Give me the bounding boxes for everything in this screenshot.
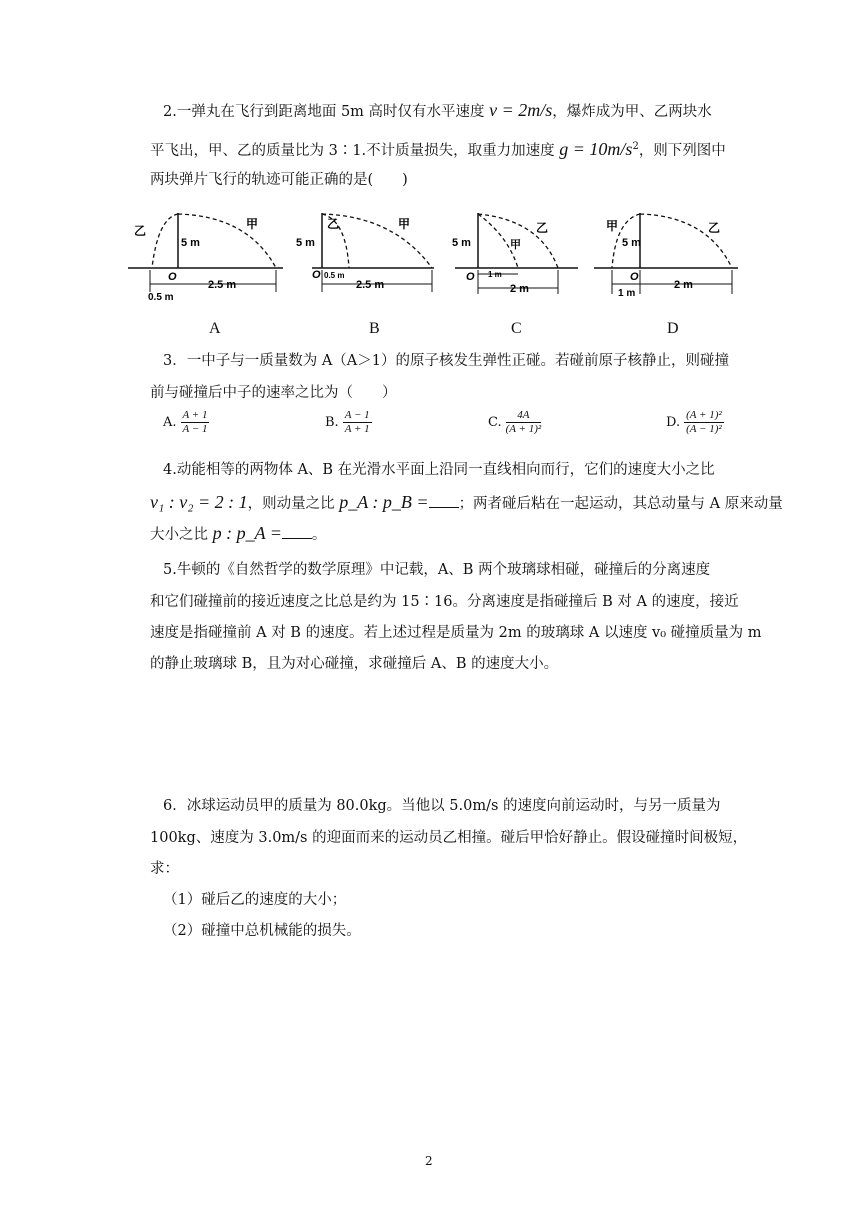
q4-total-ratio: p : p_A = [212,523,282,543]
q2-line-1 [163,100,712,122]
q3-option-a [163,409,209,436]
q6-line-3: 求： [150,861,179,877]
q4-momentum-ratio: p_A : p_B = [339,492,429,512]
figure-b-letter: B [369,320,380,337]
figure-b [294,208,444,308]
fig-b-origin: O [312,269,321,281]
q2-line-2 [150,137,726,161]
fig-a-left-name: 乙 [134,224,147,238]
q6-sub-2: （2）碰撞中总机械能的损失。 [163,923,361,939]
q2-gravity-exp: 2 [632,141,639,152]
q3-option-c [488,409,541,436]
fig-b-right-name: 甲 [398,217,411,231]
fig-c-d1: 1 m [488,270,502,279]
q2-text-2b: ，则下列图中 [638,142,726,159]
fig-a-d2: 2.5 m [208,279,237,291]
fig-d-d1: 1 m [618,288,636,299]
q4-text-2b: ；两者碰后粘在一起运动，其总动量与 A 原来动量 [458,496,783,512]
q3-option-c-label: C. [488,415,502,430]
fig-d-origin: O [630,271,639,283]
q4-text-3b: 。 [311,527,327,543]
figure-c [450,208,580,308]
q6-sub-1: （1）碰后乙的速度的大小； [163,892,347,908]
page-number: 2 [425,1154,433,1168]
fig-b-left-name: 乙 [327,217,340,231]
q2-gravity-formula: g = 10m/s [559,138,633,159]
q3-option-d-frac [684,409,724,436]
q4-blank-1[interactable] [429,493,459,508]
figure-a-letter: A [209,320,221,337]
q3-option-a-label: A. [163,415,177,430]
q4-text-3a: 大小之比 [150,527,213,543]
fig-a-d1: 0.5 m [148,292,174,303]
q3-option-a-num: A + 1 [182,409,208,421]
q4-line-3 [150,523,326,545]
q3-option-b-num: A − 1 [344,409,370,421]
figure-d-letter: D [667,320,679,337]
fig-d-right-name: 乙 [708,221,721,235]
fig-c-height: 5 m [452,237,471,249]
q3-option-d [666,409,724,436]
fig-d-d2: 2 m [674,279,693,291]
q2-line-3: 两块弹片飞行的轨迹可能正确的是( ) [150,172,408,188]
fig-b-height: 5 m [296,237,315,249]
figure-a [128,208,288,308]
q4-line-2 [150,492,783,514]
q3-option-c-frac [506,409,542,436]
q3-option-b-label: B. [325,415,339,430]
q3-option-c-den: (A + 1)² [505,423,542,435]
q2-text-1b: ，爆炸成为甲、乙两块水 [552,104,712,120]
q3-option-c-num: 4A [506,409,542,423]
q6-line-2: 100kg、速度为 3.0m/s 的迎面而来的运动员乙相撞。碰后甲恰好静止。假设碰撞时间极短， [150,830,748,846]
q4-velocity-ratio: v₁ : v₂ = 2 : 1 [150,492,248,512]
q3-line-1: 3．一中子与一质量数为 A（A＞1）的原子核发生弹性正碰。若碰前原子核静止，则碰撞 [163,353,729,369]
q3-line-2: 前与碰撞后中子的速率之比为（ ） [150,385,397,401]
q5-line-1: 5.牛顿的《自然哲学的数学原理》中记载，A、B 两个玻璃球相碰，碰撞后的分离速度 [163,562,711,578]
fig-b-d1: 0.5 m [324,271,345,280]
q3-option-a-den: A − 1 [182,423,208,435]
q3-option-b-den: A + 1 [344,423,370,435]
fig-d-height: 5 m [622,237,641,249]
figure-c-letter: C [511,320,522,337]
q4-line-1: 4.动能相等的两物体 A、B 在光滑水平面上沿同一直线相向而行，它们的速度大小之比 [163,462,715,478]
q3-option-d-label: D. [666,415,681,430]
q4-text-2a: ，则动量之比 [247,496,340,512]
q6-line-1: 6．冰球运动员甲的质量为 80.0kg。当他以 5.0m/s 的速度向前运动时，与另一质量为 [163,798,721,814]
q3-option-b [325,409,372,436]
fig-a-right-name: 甲 [246,217,259,231]
fig-c-d2: 2 m [510,283,529,295]
q4-blank-2[interactable] [282,524,312,539]
fig-d-left-name: 甲 [606,219,619,233]
fig-c-right-name: 乙 [536,221,549,235]
fig-b-d2: 2.5 m [356,279,385,291]
q5-line-3: 速度是指碰撞前 A 对 B 的速度。若上述过程是质量为 2m 的玻璃球 A 以速度 v₀ 碰撞质量为 m [150,625,762,641]
fig-a-origin: O [168,271,177,283]
figure-d [592,208,742,308]
fig-c-origin: O [466,271,475,283]
q5-line-4: 的静止玻璃球 B，且为对心碰撞，求碰撞后 A、B 的速度大小。 [150,656,559,672]
q5-line-2: 和它们碰撞前的接近速度之比总是约为 15∶16。分离速度是指碰撞后 B 对 A 的速度，接近 [150,594,739,610]
q2-text-1a: 2.一弹丸在飞行到距离地面 5m 高时仅有水平速度 [163,104,490,120]
fig-a-height: 5 m [181,237,200,249]
q2-velocity-formula: v = 2m/s [489,100,553,120]
q3-option-b-frac [343,409,372,436]
q3-option-a-frac [181,409,210,436]
q2-text-2a: 平飞出，甲、乙的质量比为 3∶1.不计质量损失，取重力加速度 [150,142,560,159]
fig-c-left-name: 甲 [510,239,521,251]
q3-option-d-num: (A + 1)² [686,409,722,421]
q3-option-d-den: (A − 1)² [686,423,722,435]
